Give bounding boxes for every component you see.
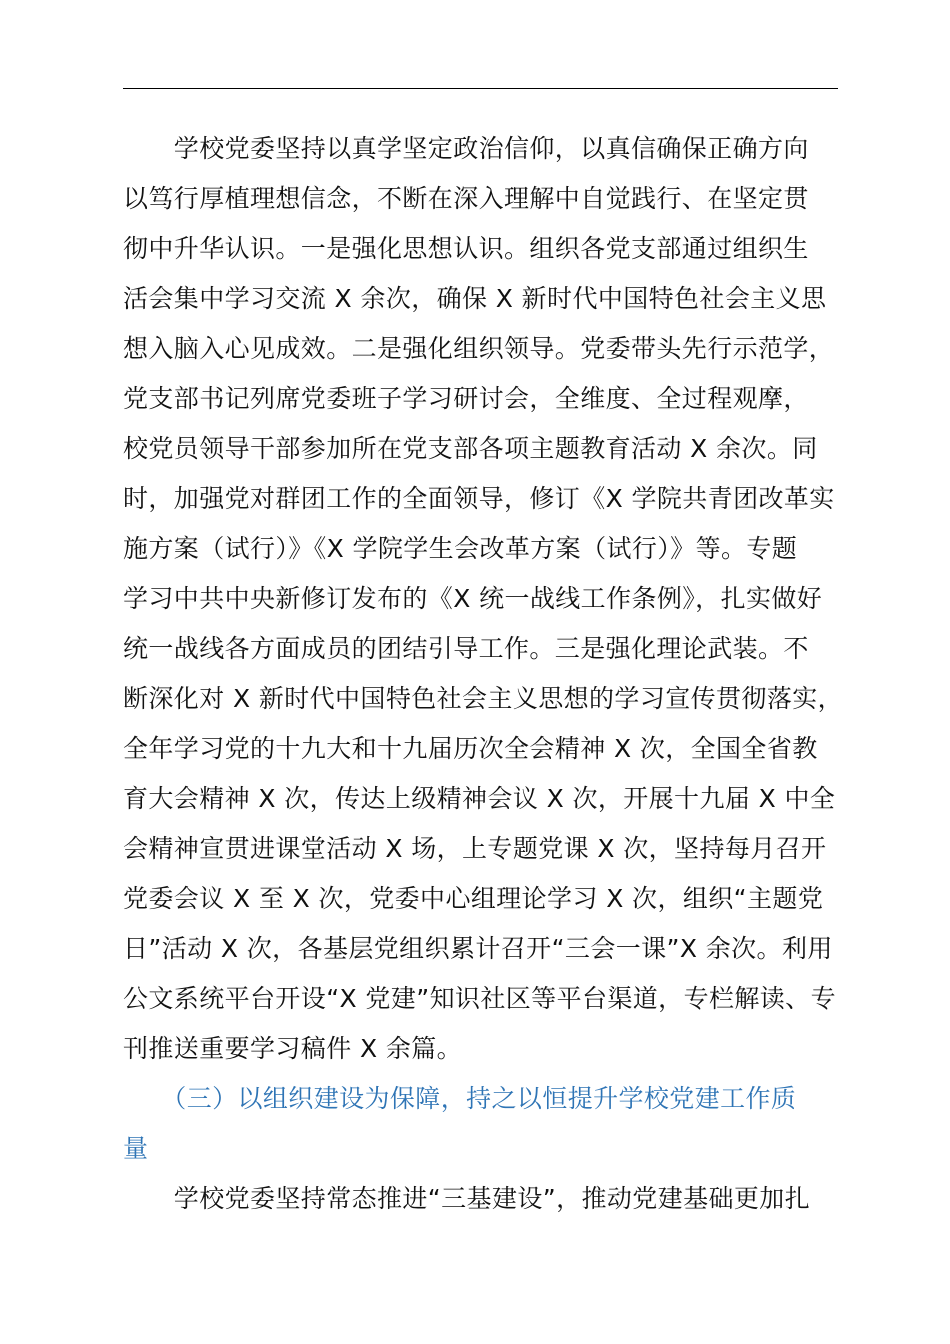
text-line: 党支部书记列席党委班子学习研讨会，全维度、全过程观摩， — [123, 384, 809, 413]
text-line: 断深化对 X 新时代中国特色社会主义思想的学习宣传贯彻落实， — [123, 684, 844, 713]
text-line: 育大会精神 X 次，传达上级精神会议 X 次，开展十九届 X 中全 — [123, 784, 836, 813]
text-line: 学习中共中央新修订发布的《X 统一战线工作条例》，扎实做好 — [123, 584, 823, 613]
text-line: 活会集中学习交流 X 余次，确保 X 新时代中国特色社会主义思 — [123, 284, 827, 313]
text-line: 学校党委坚持常态推进“三基建设”，推动党建基础更加扎 — [123, 1184, 811, 1213]
text-line: 学校党委坚持以真学坚定政治信仰，以真信确保正确方向 — [123, 134, 809, 163]
text-line: 彻中升华认识。一是强化思想认识。组织各党支部通过组织生 — [123, 234, 809, 263]
text-line: 校党员领导干部参加所在党支部各项主题教育活动 X 余次。同 — [123, 434, 818, 463]
text-line: 统一战线各方面成员的团结引导工作。三是强化理论武装。不 — [123, 634, 809, 663]
section-heading: 量 — [123, 1134, 149, 1163]
text-line: 公文系统平台开设“X 党建”知识社区等平台渠道，专栏解读、专 — [123, 984, 836, 1013]
text-line: 刊推送重要学习稿件 X 余篇。 — [123, 1034, 463, 1063]
text-line: 日”活动 X 次，各基层党组织累计召开“三会一课”X 余次。利用 — [123, 934, 833, 963]
text-line: 党委会议 X 至 X 次，党委中心组理论学习 X 次，组织“主题党 — [123, 884, 824, 913]
text-line: 以笃行厚植理想信念，不断在深入理解中自觉践行、在坚定贯 — [123, 184, 809, 213]
header-rule — [123, 88, 838, 89]
section-heading: （三）以组织建设为保障，持之以恒提升学校党建工作质 — [123, 1084, 797, 1113]
text-line: 时，加强党对群团工作的全面领导，修订《X 学院共青团改革实 — [123, 484, 835, 513]
text-line: 会精神宣贯进课堂活动 X 场，上专题党课 X 次，坚持每月召开 — [123, 834, 827, 863]
text-line: 施方案（试行）》《X 学院学生会改革方案（试行）》等。专题 — [123, 534, 798, 563]
text-line: 全年学习党的十九大和十九届历次全会精神 X 次，全国全省教 — [123, 734, 818, 763]
text-line: 想入脑入心见成效。二是强化组织领导。党委带头先行示范学， — [123, 334, 835, 363]
